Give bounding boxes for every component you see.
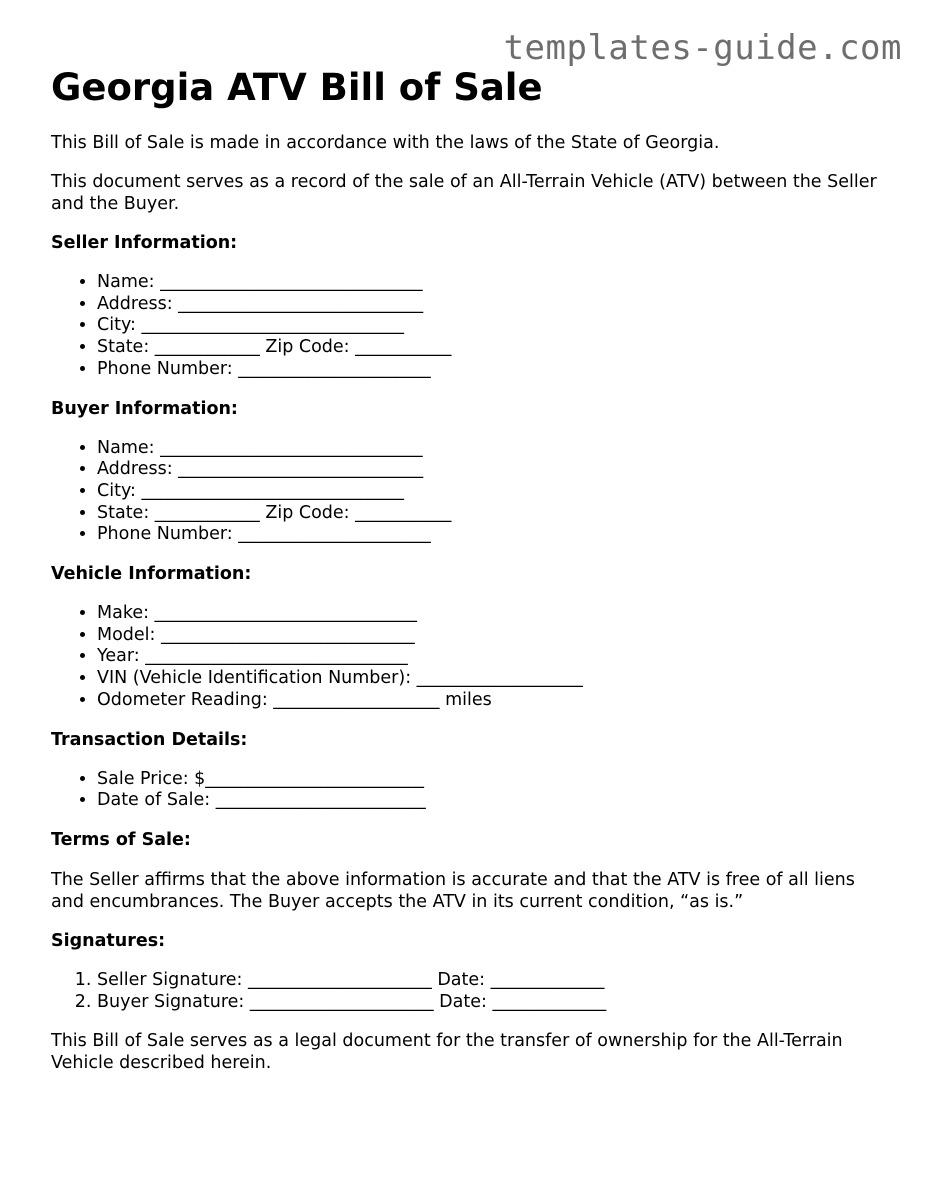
- vehicle-vin-field[interactable]: • VIN (Vehicle Identification Number): ___________________: [97, 668, 891, 690]
- transaction-heading: Transaction Details:: [51, 729, 248, 750]
- intro-paragraph-2: This document serves as a record of the sale of an All-Terrain Vehicle (ATV) between the Seller and the Buyer.: [51, 172, 877, 214]
- document-body: [51, 132, 891, 1091]
- seller-phone-field[interactable]: • Phone Number: ______________________: [97, 359, 891, 381]
- vehicle-year-field[interactable]: • Year: ______________________________: [97, 646, 891, 668]
- seller-list: [51, 272, 891, 381]
- watermark: templates-guide.com: [503, 28, 902, 68]
- signatures-heading: Signatures:: [51, 930, 166, 951]
- buyer-address-field[interactable]: • Address: ____________________________: [97, 459, 891, 481]
- terms-paragraph: The Seller affirms that the above information is accurate and that the ATV is free of all liens and encumbrances. The Buyer accepts the ATV in its current condition, “as is.”: [51, 869, 855, 912]
- vehicle-odometer-field[interactable]: • Odometer Reading: ___________________ miles: [97, 690, 891, 712]
- seller-city-field[interactable]: • City: ______________________________: [97, 315, 891, 337]
- buyer-list: [51, 438, 891, 547]
- transaction-list: [51, 769, 891, 812]
- intro-paragraph-1: This Bill of Sale is made in accordance with the laws of the State of Georgia.: [51, 133, 720, 153]
- seller-name-field[interactable]: • Name: ______________________________: [97, 272, 891, 294]
- vehicle-heading: Vehicle Information:: [51, 564, 252, 585]
- buyer-signature-field[interactable]: 2. Buyer Signature: _____________________ Date: _____________: [97, 992, 891, 1014]
- seller-heading: Seller Information:: [51, 233, 238, 253]
- buyer-heading: Buyer Information:: [51, 398, 238, 419]
- buyer-phone-field[interactable]: • Phone Number: ______________________: [97, 524, 891, 546]
- buyer-city-field[interactable]: • City: ______________________________: [97, 481, 891, 503]
- buyer-name-field[interactable]: • Name: ______________________________: [97, 438, 891, 460]
- page-title: Georgia ATV Bill of Sale: [51, 66, 543, 109]
- vehicle-model-field[interactable]: • Model: _____________________________: [97, 625, 891, 647]
- sale-date-field[interactable]: • Date of Sale: ________________________: [97, 790, 891, 812]
- buyer-state-zip-field[interactable]: • State: ____________ Zip Code: ___________: [97, 503, 891, 525]
- closing-paragraph: This Bill of Sale serves as a legal document for the transfer of ownership for the All-Terrain Vehicle described herein.: [51, 1031, 843, 1074]
- signatures-list: [51, 970, 891, 1013]
- vehicle-list: [51, 603, 891, 712]
- seller-address-field[interactable]: • Address: ____________________________: [97, 294, 891, 316]
- sale-price-field[interactable]: • Sale Price: $_________________________: [97, 769, 891, 791]
- vehicle-make-field[interactable]: • Make: ______________________________: [97, 603, 891, 625]
- seller-state-zip-field[interactable]: • State: ____________ Zip Code: ___________: [97, 337, 891, 359]
- seller-signature-field[interactable]: 1. Seller Signature: _____________________ Date: _____________: [97, 970, 891, 992]
- terms-heading: Terms of Sale:: [51, 829, 191, 850]
